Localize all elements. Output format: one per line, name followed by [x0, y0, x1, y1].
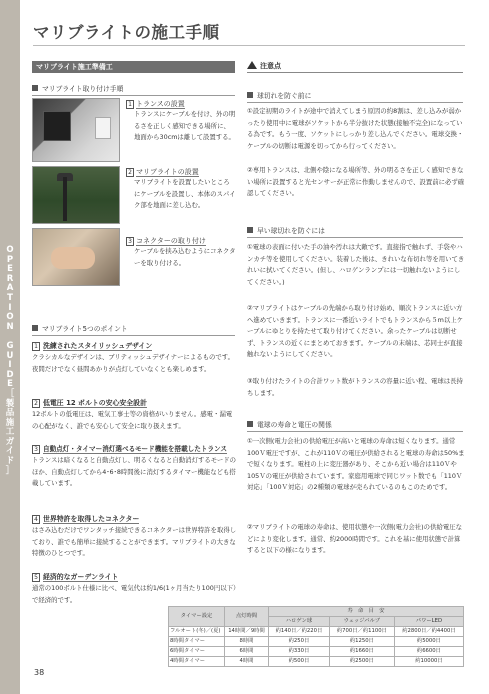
caution-item: ①設定初期のライトが途中で消えてしまう原因の約8割は、差し込みが弱かったり使用中に電球がソケットから半分抜けた状態(接触不完全)になっている為です。もう一度、ソケットにしっかり差し込んでください。電球交換・ケーブルの切断は電源を切ってから行ってください。 — [247, 107, 464, 150]
table-row — [169, 637, 464, 647]
point-number: 2 — [32, 399, 40, 408]
square-bullet-icon — [247, 227, 253, 233]
table-header-row — [169, 607, 464, 617]
table-cell: 8時間 — [225, 637, 269, 647]
step-number: 3 — [126, 237, 134, 246]
table-cell: 4時間タイマー — [169, 657, 225, 667]
side-label-char: G — [6, 340, 14, 351]
table-cell: 約2500日 — [329, 657, 394, 667]
section-heading-text: マリブライト5つのポイント — [42, 325, 128, 333]
section-heading-install — [32, 84, 235, 96]
point-title-text: 自動点灯・タイマー消灯選べるモード機能を搭載したトランス — [43, 445, 228, 453]
side-label-char: ガ — [5, 436, 15, 447]
side-label-char: ］ — [5, 465, 15, 476]
table-row — [169, 627, 464, 637]
table-cell: 6時間タイマー — [169, 647, 225, 657]
page-number: 38 — [34, 668, 45, 677]
table-header: ウェッジバルブ — [329, 617, 394, 627]
step-title-text: コネクターの取り付け — [136, 237, 206, 245]
point-title — [32, 398, 235, 409]
caution-text: 注意点 — [260, 62, 281, 70]
photo-light — [32, 166, 120, 224]
point-body: はさみ込むだけでワンタッチ接続できるコネクターは世界特許を取得しており、誰でも簡単に接続することができます。マリブライトの大きな特徴のひとつです。 — [32, 526, 237, 558]
side-label-char: I — [8, 360, 12, 371]
square-bullet-icon — [32, 85, 38, 91]
point-title-text: 洗練されたスタイリッシュデザイン — [43, 342, 153, 350]
prevent-item: ①電球の表面に付いた手の油や汚れは大敵です。直接指で触れず、手袋やハンカチ等を使用してください。装着した後は、きれいな布切れ等を用いてきれいに拭いてください。(但し、ハロゲンランプには一切触れないようにしてください。) — [247, 243, 465, 286]
section-heading-text: 球切れを防ぐ前に — [257, 92, 312, 100]
square-bullet-icon — [247, 92, 253, 98]
side-label-char: 品 — [5, 408, 15, 419]
table-cell: 約1660日 — [329, 647, 394, 657]
side-label-char: 工 — [5, 427, 15, 438]
section-bar: マリブライト施工準備工 — [32, 61, 235, 73]
point-title — [32, 341, 235, 352]
side-label-char: E — [7, 264, 13, 275]
side-label-char: O — [6, 312, 14, 323]
section-heading-voltage — [247, 420, 463, 432]
point-body: 12ボルトの低電圧は、電気工事士等の資格がいりません。感電・漏電の心配がなく、誰でも安心して安全に取り扱えます。 — [32, 410, 233, 430]
table-cell: 約2800日／約4400日 — [394, 627, 463, 637]
side-label-char: T — [7, 292, 13, 303]
square-bullet-icon — [32, 325, 38, 331]
table-cell: 約5000日 — [394, 637, 463, 647]
side-label-char: E — [7, 379, 13, 390]
table-cell: 約10000日 — [394, 657, 463, 667]
table-cell: 8時間タイマー — [169, 637, 225, 647]
caution-heading — [247, 61, 463, 73]
side-label-char: ド — [5, 456, 15, 467]
side-label-char: U — [6, 350, 14, 361]
table-header: パワーLED — [394, 617, 463, 627]
section-heading-text: マリブライト取り付け手順 — [42, 85, 124, 93]
table-header: 点灯時間 — [225, 607, 269, 627]
step-title-text: トランスの設置 — [136, 100, 185, 108]
side-label-char: N — [6, 321, 14, 332]
side-label-char: A — [6, 283, 14, 294]
photo-connector — [32, 228, 120, 286]
table-cell: 4時間 — [225, 657, 269, 667]
point-title-text: 世界特許を取得したコネクター — [43, 515, 140, 523]
point-title — [32, 572, 235, 583]
point-title — [32, 514, 235, 525]
side-label-char: D — [6, 369, 14, 380]
point-number: 5 — [32, 573, 40, 582]
point-number: 3 — [32, 445, 40, 454]
side-label-char: P — [6, 254, 14, 265]
section-heading-text: 早い球切れを防ぐには — [257, 227, 325, 235]
caution-item: ②専用トランスは、北側や陰になる場所等、外の明るさを正しく感知できない場所に設置すると光センサーが正常に作動しませんので、設置前に必ず確認してください。 — [247, 166, 465, 198]
table-cell: 14時間／9時間 — [225, 627, 269, 637]
side-label — [2, 246, 18, 476]
side-label-char: 製 — [5, 398, 15, 409]
point-title — [32, 444, 235, 454]
point-number: 4 — [32, 515, 40, 524]
table-header: 寿 命 目 安 — [269, 607, 464, 617]
point-title-text: 経済的なガーデンライト — [43, 573, 119, 581]
section-heading-points — [32, 324, 235, 336]
table-header: タイマー設定 — [169, 607, 225, 627]
voltage-item: ②マリブライトの電球の寿命は、使用状態や一次側(電力会社)の供給電圧などにより変化します。通常、約2000時間です。これを基に使用状態で計算すると以下の様になります。 — [247, 523, 463, 555]
step-title-text: マリブライトの設置 — [136, 168, 199, 176]
section-heading-prevent — [247, 226, 463, 238]
table-cell: 約140日／約220日 — [269, 627, 330, 637]
warning-icon — [247, 61, 257, 69]
side-label-char: ［ — [5, 388, 15, 399]
table-cell: 約500日 — [269, 657, 330, 667]
table-cell: 約330日 — [269, 647, 330, 657]
table-cell: フルオート(冬)／(夏) — [169, 627, 225, 637]
point-body: 通常の100ボルト仕様に比べ、電気代は約1/6(1ヶ月当たり100円以下）で経済的です。 — [32, 584, 237, 604]
side-label-char: R — [6, 273, 14, 284]
lifespan-table — [168, 606, 464, 667]
table-row — [169, 647, 464, 657]
table-cell: 約250日 — [269, 637, 330, 647]
table-cell: 6時間 — [225, 647, 269, 657]
side-label-char: I — [8, 302, 12, 313]
square-bullet-icon — [247, 421, 253, 427]
voltage-item: ①一次側(電力会社)の供給電圧が高いと電球の寿命は短くなります。通常100Ｖ電圧ですが、これが110Ｖの電圧が供給されると電球の寿命は50%まで短くなります。電柱の上に変圧器があり、そこから近い場合は110Ｖや105Ｖの電圧が供給されています。家庭用電球で同じワット数でも「110Ｖ対応」「100Ｖ対応」の2種類の電球が売られているのもこのためです。 — [247, 437, 465, 492]
sidebar — [0, 0, 20, 694]
table-cell: 約6600日 — [394, 647, 463, 657]
prevent-item: ③取り付けたライトの合計ワット数がトランスの容量に近い程、電球は長持ちします。 — [247, 377, 463, 397]
step-body: マリブライトを設置したいところにケーブルを設置し、本体のスパイク部を地面に差し込む。 — [134, 178, 236, 210]
point-body: クラシカルなデザインは、ブリティッシュデザイナーによるものです。夜間だけでなく昼間あかりが点灯していなくとも楽しめます。 — [32, 353, 235, 373]
side-label-char: O — [6, 245, 14, 255]
table-row — [169, 657, 464, 667]
step-number: 2 — [126, 168, 134, 177]
point-title-text: 低電圧 12 ボルトの安心安全設計 — [43, 399, 147, 407]
photo-transformer — [32, 98, 120, 162]
page-title: マリブライトの施工手順 — [33, 23, 220, 42]
side-label-char: イ — [5, 446, 15, 457]
step-number: 1 — [126, 100, 134, 109]
title-divider — [33, 45, 465, 46]
section-heading-before — [247, 91, 463, 103]
table-cell: 約700日／約1100日 — [329, 627, 394, 637]
table-header: ハロゲン球 — [269, 617, 330, 627]
prevent-item: ②マリブライトはケーブルの先端から取り付け始め、順次トランスに近い方へ進めていきます。トランスに一番近いライトでもトランスから５m以上ケーブルにゆとりを持たせて取り付けてください。余ったケーブルは切断せず、トランスの近くにまとめておきます。ケーブルの末端は、芯同士が直接触れないようにしてください。 — [247, 304, 464, 359]
point-body: トランスは暗くなると自動点灯し、明るくなると自動消灯するモードのほか、自動点灯してから4･6･8時間後に消灯するタイマー機能なども搭載しています。 — [32, 456, 237, 488]
step-body: トランスにケーブルを付け、外の明るさを正しく感知できる場所に、地面から30cmは離して設置する。 — [134, 110, 236, 142]
table-cell: 約1250日 — [329, 637, 394, 647]
side-label-char: 施 — [5, 417, 15, 428]
point-number: 1 — [32, 342, 40, 351]
section-heading-text: 電球の寿命と電圧の関係 — [257, 421, 332, 429]
step-body: ケーブルを挟み込むようにコネクターを取り付ける。 — [134, 247, 236, 267]
